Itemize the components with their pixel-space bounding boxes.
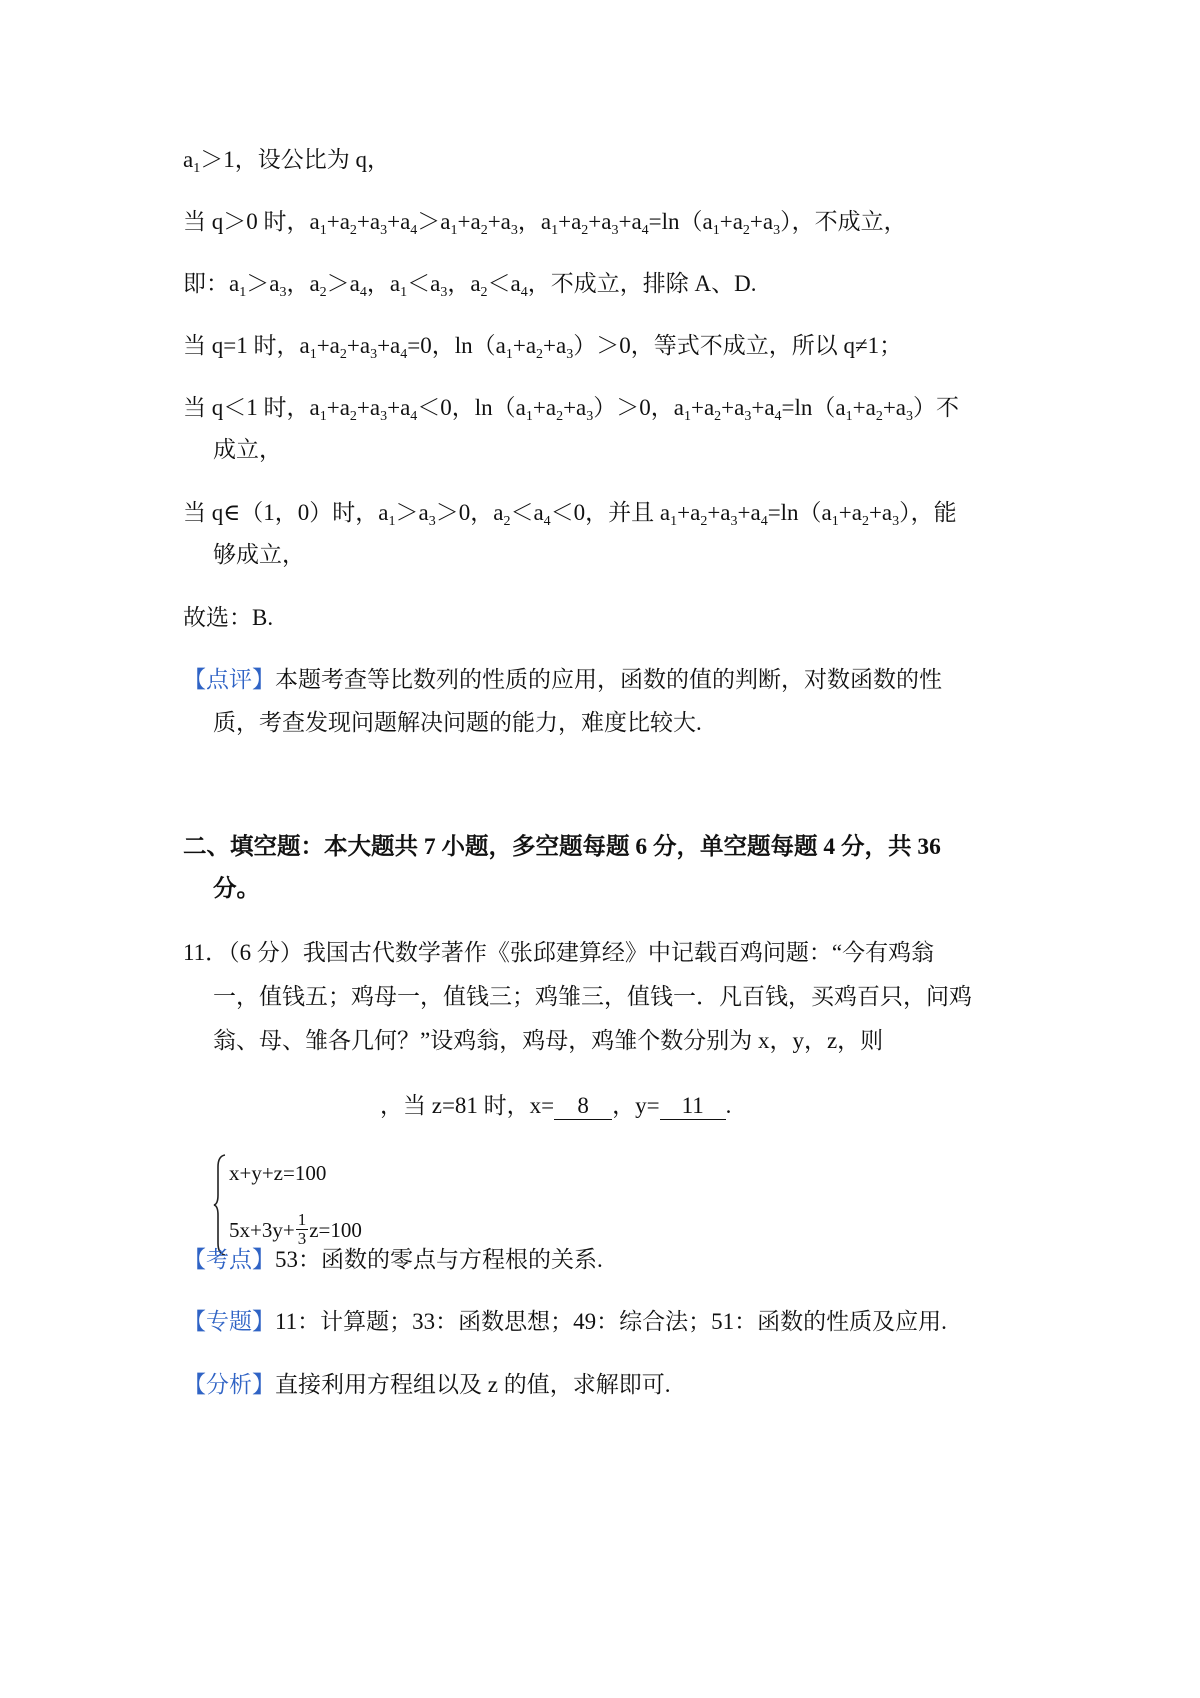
text-segment: +a — [457, 209, 481, 234]
subscript-index: 4 — [760, 514, 768, 529]
text-segment: 当 q＞0 时，a — [183, 209, 320, 234]
subscript-index: 2 — [536, 347, 544, 362]
text-segment: ，a — [517, 209, 552, 234]
solution-line-3 — [183, 268, 756, 300]
text-segment: +a — [749, 209, 774, 234]
subscript-index: 2 — [861, 514, 869, 529]
subscript-index: 2 — [556, 409, 564, 424]
subscript-index: 3 — [380, 223, 388, 238]
solution-line-5 — [183, 392, 959, 424]
kaodian-line — [183, 1244, 603, 1276]
subscript-index: 3 — [586, 409, 594, 424]
solution-conclusion: 故选：B. — [183, 605, 274, 630]
kaodian-tag: 【考点】 — [183, 1247, 275, 1272]
subscript-index: 3 — [428, 514, 436, 529]
text-segment: +a — [882, 395, 906, 420]
subscript-index: 4 — [543, 514, 551, 529]
left-brace-icon — [213, 1153, 227, 1257]
text-segment: ，a — [286, 271, 320, 296]
text-segment: ＞a — [326, 271, 360, 296]
comment-text-1: 本题考查等比数列的性质的应用，函数的值的判断，对数函数的性 — [275, 667, 942, 692]
text-segment: ＜0，ln（a — [417, 395, 526, 420]
answer-x-blank: 8 — [554, 1093, 612, 1120]
text-segment: +a — [346, 333, 371, 358]
subscript-index: 2 — [349, 223, 357, 238]
equation-system — [213, 1153, 403, 1257]
text-segment: ＜a — [510, 500, 544, 525]
subscript-index: 3 — [279, 285, 287, 300]
text-segment: +a — [387, 209, 411, 234]
section-heading: 二、填空题：本大题共 7 小题，多空题每题 6 分，单空题每题 4 分，共 36 — [183, 834, 941, 860]
text-segment: +a — [719, 209, 743, 234]
subscript-index: 2 — [480, 223, 488, 238]
solution-line-5-cont: 成立， — [213, 437, 282, 462]
subscript-index: 3 — [566, 347, 574, 362]
text-segment: 1 时，a — [236, 333, 310, 358]
subscript-index: 3 — [510, 223, 518, 238]
subscript-index: 2 — [339, 347, 347, 362]
question-11-line-2: 一，值钱五；鸡母一，值钱三；鸡雏三，值钱一．凡百钱，买鸡百只，问鸡 — [213, 984, 972, 1009]
subscript-index: 1 — [505, 347, 513, 362]
subscript-index: 2 — [742, 223, 750, 238]
subscript-index: 1 — [712, 223, 720, 238]
fenxi-line — [183, 1369, 670, 1401]
text-segment: ＜0，并且 a — [550, 500, 671, 525]
subscript-index: 1 — [388, 514, 396, 529]
text-segment: ＜a — [487, 271, 521, 296]
subscript-index: 1 — [683, 409, 691, 424]
tail-prefix: ，当 z=81 时，x= — [380, 1093, 555, 1118]
subscript-index: 4 — [520, 285, 528, 300]
text-segment: =0，ln（a — [407, 333, 506, 358]
subscript-index: 3 — [440, 285, 448, 300]
question-11-line-3: 翁、母、雏各几何？”设鸡翁，鸡母，鸡雏个数分别为 x，y，z，则 — [213, 1028, 884, 1053]
tail-end: . — [725, 1093, 732, 1118]
text-segment: +a — [868, 500, 893, 525]
subscript-index: 3 — [370, 347, 378, 362]
text-segment: +a — [707, 500, 731, 525]
solution-line-6-cont: 够成立， — [213, 542, 305, 567]
solution-line-2 — [183, 206, 907, 238]
text-segment: +a — [532, 395, 557, 420]
text-segment: +a — [356, 209, 381, 234]
fraction-denominator: 3 — [297, 1229, 307, 1248]
text-segment: =ln（a — [781, 395, 846, 420]
solution-line-6 — [183, 497, 957, 529]
subscript-index: 2 — [349, 409, 357, 424]
text-segment: +a — [326, 209, 350, 234]
text-segment: +a — [356, 395, 381, 420]
zhuanti-line — [183, 1306, 947, 1338]
question-11-tail — [380, 1090, 731, 1122]
text-segment: 当 q∈（ — [183, 500, 264, 525]
text-segment: 1 时，a — [246, 395, 320, 420]
text-segment: +a — [838, 500, 862, 525]
text-segment: ）＞0，a — [593, 395, 684, 420]
text-segment: a — [183, 147, 194, 172]
subscript-index: 2 — [480, 285, 488, 300]
subscript-index: 2 — [714, 409, 722, 424]
text-segment: 1，0）时，a — [263, 500, 389, 525]
subscript-index: 2 — [319, 285, 327, 300]
subscript-index: 1 — [319, 223, 327, 238]
text-segment: +a — [677, 500, 701, 525]
text-segment: ＞a — [395, 500, 429, 525]
text-segment: +a — [588, 209, 612, 234]
text-segment: ，a — [447, 271, 481, 296]
question-11-line-1: 11．（6 分）我国古代数学著作《张邱建算经》中记载百鸡问题：“今有鸡翁 — [183, 940, 935, 965]
subscript-index: 1 — [309, 347, 317, 362]
subscript-index: 1 — [551, 223, 559, 238]
fraction-one-third — [296, 1211, 309, 1248]
subscript-index: 4 — [774, 409, 782, 424]
text-segment: 1； — [867, 333, 903, 358]
subscript-index: 2 — [503, 514, 511, 529]
text-segment: +a — [558, 209, 582, 234]
subscript-index: 4 — [400, 347, 408, 362]
subscript-index: 3 — [906, 409, 913, 424]
subscript-index: 2 — [581, 223, 589, 238]
text-segment: ＞a — [417, 209, 451, 234]
text-segment: ），能 — [899, 500, 957, 525]
subscript-index: 1 — [831, 514, 839, 529]
subscript-index: 1 — [670, 514, 678, 529]
fenxi-tag: 【分析】 — [183, 1372, 275, 1397]
text-segment: +a — [721, 395, 745, 420]
subscript-index: 1 — [845, 409, 853, 424]
equation-1: x+y+z=100 — [229, 1161, 327, 1185]
subscript-index: 1 — [193, 161, 201, 176]
solution-line-4 — [183, 330, 902, 362]
text-segment: +a — [618, 209, 642, 234]
text-segment: ＜a — [407, 271, 441, 296]
equation-2-left: 5x+3y+ — [229, 1217, 295, 1242]
text-segment: +a — [326, 395, 350, 420]
subscript-index: 1 — [239, 285, 247, 300]
text-segment: =ln（a — [767, 500, 832, 525]
text-segment: +a — [377, 333, 401, 358]
text-segment: +a — [487, 209, 511, 234]
section-heading-cont: 分。 — [213, 876, 260, 902]
subscript-index: 1 — [319, 409, 327, 424]
subscript-index: 1 — [450, 223, 458, 238]
text-segment: 当 q= — [183, 333, 237, 358]
text-segment: ）不 — [913, 395, 959, 420]
subscript-index: 4 — [641, 223, 649, 238]
solution-line-1 — [183, 144, 390, 176]
subscript-index: 2 — [875, 409, 883, 424]
text-segment: +a — [737, 500, 761, 525]
subscript-index: 3 — [892, 514, 900, 529]
text-segment: +a — [751, 395, 775, 420]
text-segment: +a — [690, 395, 715, 420]
fenxi-text: 直接利用方程组以及 z 的值，求解即可. — [275, 1372, 671, 1397]
text-segment: +a — [387, 395, 411, 420]
comment-line-1 — [183, 664, 942, 696]
subscript-index: 3 — [730, 514, 738, 529]
text-segment: 即：a — [183, 271, 240, 296]
text-segment: +a — [512, 333, 537, 358]
text-segment: ＞0，a — [435, 500, 504, 525]
text-segment: =ln（a — [648, 209, 713, 234]
text-segment: ＞a — [246, 271, 280, 296]
text-segment: +a — [563, 395, 587, 420]
text-segment: +a — [316, 333, 340, 358]
text-segment: ）＞0，等式不成立，所以 q≠ — [573, 333, 868, 358]
comment-line-2: 质，考查发现问题解决问题的能力，难度比较大. — [213, 710, 702, 735]
answer-y-blank: 11 — [660, 1093, 726, 1120]
subscript-index: 1 — [525, 409, 533, 424]
equation-2-right: z=100 — [309, 1217, 362, 1242]
zhuanti-tag: 【专题】 — [183, 1309, 275, 1334]
subscript-index: 1 — [400, 285, 408, 300]
subscript-index: 3 — [773, 223, 781, 238]
text-segment: ，a — [366, 271, 401, 296]
tail-middle: ，y= — [612, 1093, 660, 1118]
text-segment: ），不成立， — [780, 209, 907, 234]
subscript-index: 4 — [410, 223, 418, 238]
text-segment: ＞1，设公比为 q， — [200, 147, 390, 172]
text-segment: +a — [543, 333, 567, 358]
subscript-index: 2 — [700, 514, 708, 529]
text-segment: ，不成立，排除 A、D. — [527, 271, 757, 296]
zhuanti-text: 11：计算题；33：函数思想；49：综合法；51：函数的性质及应用. — [275, 1309, 947, 1334]
subscript-index: 3 — [611, 223, 619, 238]
comment-tag: 【点评】 — [183, 667, 275, 692]
kaodian-text: 53：函数的零点与方程根的关系. — [275, 1247, 603, 1272]
subscript-index: 3 — [380, 409, 388, 424]
text-segment: +a — [852, 395, 876, 420]
subscript-index: 3 — [744, 409, 752, 424]
subscript-index: 4 — [359, 285, 367, 300]
equation-2 — [229, 1211, 362, 1248]
fraction-numerator: 1 — [297, 1210, 307, 1229]
text-segment: 当 q＜ — [183, 395, 247, 420]
subscript-index: 4 — [410, 409, 418, 424]
